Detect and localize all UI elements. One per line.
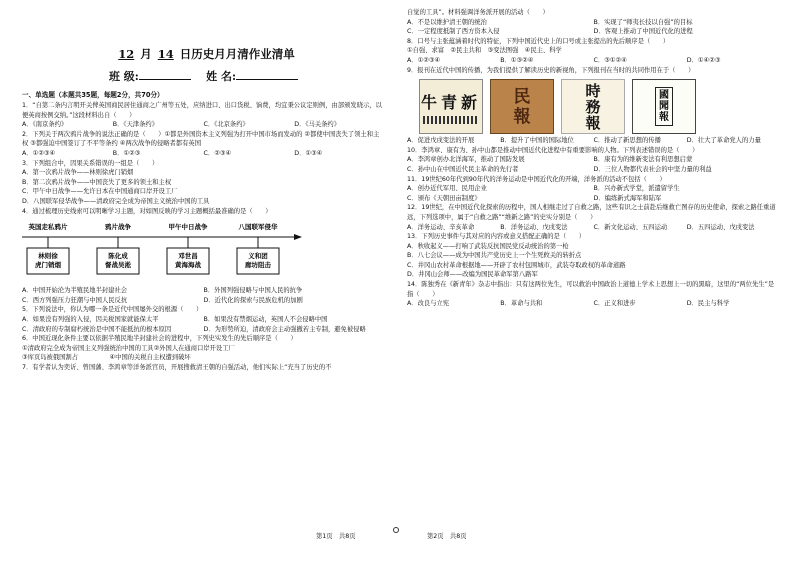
question-text: 2．下列关于两次鸦片战争的说法正确的是（ ）①都是外国资本主义列强为打开中国市场而发动的 ②都使中国丧失了领土和主权 ③都强迫中国签订了不平等条约 ④两次战争的侵略者都有英国 bbox=[22, 130, 380, 148]
option-row bbox=[407, 56, 780, 66]
answer-option[interactable]: B．①②③ bbox=[112, 149, 141, 157]
newspaper-image-3 bbox=[561, 79, 625, 134]
question-text: 8．口号与主张蕴涵着时代的特征，下列中国近代史上的口号或主张提出的先后顺序是（ ） bbox=[407, 37, 670, 45]
answer-option[interactable]: A．第一次鸦片战争——林则徐虎门销烟 bbox=[22, 169, 134, 177]
timeline-box-label: 陈化成 bbox=[108, 252, 128, 261]
answer-option[interactable]: C．正义和进步 bbox=[593, 300, 636, 308]
question-text: 4．通过梳理历史线索可以明晰学习主题，对如图反映的学习主题概括最准确的是（ ） bbox=[22, 207, 272, 215]
answer-option[interactable]: B．①③②④ bbox=[500, 56, 534, 64]
option-row bbox=[407, 46, 780, 56]
timeline-event-label: 鸦片战争 bbox=[105, 223, 131, 232]
answer-option[interactable]: D．《马关条约》 bbox=[294, 121, 341, 129]
timeline-box-label: 黄海海战 bbox=[175, 261, 201, 270]
answer-option[interactable]: D．①④②③ bbox=[686, 56, 721, 64]
timeline-event-label: 甲午中日战争 bbox=[168, 223, 208, 232]
answer-option[interactable]: D．八国联军侵华战争——清政府完全成为帝国主义统治中国的工具 bbox=[22, 197, 210, 205]
question-text: 13．下列历史事件与其对应的内容或意义搭配正确的是（ ） bbox=[407, 233, 586, 241]
newspaper-masthead-char: 報 bbox=[659, 112, 669, 124]
binding-dot-icon bbox=[393, 527, 399, 533]
answer-option[interactable]: C．②③④ bbox=[203, 149, 232, 157]
answer-option[interactable]: D．五四运动、戊戌变法 bbox=[686, 223, 755, 231]
answer-option[interactable]: A．①②③④ bbox=[22, 149, 56, 157]
question-text: 9．报刊在近代中国的传播，为我们提供了解读历史的新视角，下列报刊在当时的共同作用在于（ ） bbox=[407, 66, 695, 74]
class-blank[interactable] bbox=[139, 70, 191, 80]
timeline-svg bbox=[22, 218, 322, 284]
answer-option[interactable]: A．创办近代军用、民用企业 bbox=[407, 185, 487, 193]
answer-option[interactable]: A．《南京条约》 bbox=[22, 121, 68, 129]
newspaper-pattern bbox=[423, 116, 479, 124]
title-month: 12 bbox=[118, 47, 135, 61]
answer-option[interactable]: D．民主与科学 bbox=[686, 300, 730, 308]
answer-option[interactable]: C．一定程度抵制了西方资本入侵 bbox=[407, 28, 500, 36]
title-day: 14 bbox=[157, 47, 174, 61]
answer-option[interactable]: A．中国开始沦为半殖民地半封建社会 bbox=[22, 287, 128, 295]
answer-option[interactable]: C．颁布《天朝田亩制度》 bbox=[407, 194, 481, 202]
arrow-head-icon bbox=[294, 234, 302, 240]
footer-right: 第2页 共8页 bbox=[427, 533, 467, 540]
page-title bbox=[22, 46, 385, 62]
question-text: 7．有学者认为奕䜣、曾国藩、李鸿章等洋务派官员，开展搜救清王朝的自强活动，他们实际上“充当了历史的不 bbox=[22, 363, 332, 371]
option-row bbox=[22, 286, 385, 305]
answer-option[interactable]: D．编练新式海军和陆军 bbox=[593, 194, 662, 202]
option-row bbox=[407, 155, 780, 174]
answer-option[interactable]: D．井冈山会师——改编为国民革命军第八路军 bbox=[407, 271, 538, 279]
answer-option[interactable]: ①清政府完全成为帝国主义列强统治中国的工具②外国人在通商口岸开设工厂 bbox=[22, 344, 235, 352]
question-text: 14．陈独秀在《新青年》杂志中指出：只有这两位先生，可以救治中国政治上道德上学术上思想上一切的黑暗，这里的“两位先生”是指（ ） bbox=[407, 281, 775, 298]
answer-option[interactable]: A．如果没有列强的入侵，因关税国家就能保太平 bbox=[22, 315, 159, 323]
answer-option[interactable]: C．新文化运动、五四运动 bbox=[593, 223, 668, 231]
class-label: 班 级: bbox=[108, 70, 139, 83]
answer-option[interactable]: C．西方列强压力狂潮与中国人民反抗 bbox=[22, 296, 128, 304]
answer-option[interactable]: B．革命与共和 bbox=[500, 300, 543, 308]
answer-option[interactable]: A．不是以维护清王朝的统治 bbox=[407, 18, 487, 26]
newspaper-image-4 bbox=[632, 79, 696, 134]
answer-option[interactable]: B．康有为的维新变法有利思想启蒙 bbox=[593, 156, 693, 164]
newspaper-image-2 bbox=[490, 79, 554, 134]
answer-option[interactable]: C．孙中山在中国近代民主革命的先行者 bbox=[407, 165, 519, 173]
name-label: 姓 名: bbox=[206, 70, 237, 83]
answer-option[interactable]: ③库页岛被俄国割占 ④中国的关税自主权遭到破坏 bbox=[22, 354, 191, 362]
newspaper-image-1 bbox=[419, 79, 483, 134]
section-heading: 一、单选题（本题共35题，每题2分，共70分） bbox=[22, 91, 164, 99]
answer-option[interactable]: B．提升了中国的国际地位 bbox=[500, 137, 574, 145]
answer-option[interactable]: B．《天津条约》 bbox=[112, 121, 158, 129]
answer-option[interactable]: B．兴办新式学堂，派遣留学生 bbox=[593, 185, 680, 193]
answer-option[interactable]: B．洋务运动、戊戌变法 bbox=[500, 223, 568, 231]
answer-option[interactable]: A．李鸿章创办北洋海军，推动了国防发展 bbox=[407, 156, 525, 164]
question-text: 6．中国近现化条件主要以依据半殖民地半封建社会的进程中，下列史实发生的先后顺序是（ ） bbox=[22, 335, 297, 343]
answer-option[interactable]: C．③①②④ bbox=[593, 56, 627, 64]
left-questions bbox=[22, 101, 385, 372]
option-row bbox=[22, 168, 385, 206]
option-row bbox=[22, 149, 385, 159]
timeline-box-label: 义和团 bbox=[248, 252, 268, 261]
question-text: 自觉的工具”。材料强调洋务派开展的活动（ ） bbox=[407, 9, 549, 16]
answer-option[interactable]: A．①②③④ bbox=[407, 56, 441, 64]
answer-option[interactable]: B．第二次鸦片战争——中国丧失了更多的领土和主权 bbox=[22, 178, 172, 186]
answer-option[interactable]: B．外国列强侵略与中国人民的抗争 bbox=[203, 287, 303, 295]
newspaper-masthead-char: 報 bbox=[585, 113, 601, 132]
timeline-box-label: 督战吴淞 bbox=[105, 261, 131, 270]
answer-option[interactable]: A．改良与立宪 bbox=[407, 300, 450, 308]
timeline-diagram bbox=[22, 218, 385, 284]
footer-left: 第1页 共8页 bbox=[316, 533, 356, 540]
question-text: 5．下列说法中，你认为哪一条是近代中国屡外交的根源（ ） bbox=[22, 306, 203, 314]
newspaper-masthead-char: 時 bbox=[585, 81, 601, 100]
answer-option[interactable]: D．三位人物都代表社会的中坚力量的利益 bbox=[593, 165, 712, 173]
option-row bbox=[22, 315, 385, 334]
question-text: 12．19世纪，在中国近代化探索的历程中，国人相继走过了自救之路，这些有识之士前赴后继救亡图存的历史使命，探索之路任重道远，下列选项中，属于“自救之路”“维新之路”的史实分别是（ ） bbox=[407, 204, 776, 221]
answer-option[interactable]: B．如果没有禁烟运动，英国人不会侵略中国 bbox=[203, 315, 328, 323]
answer-option[interactable]: D．为形势所迫，清政府会主动强撤若主专制，避免被侵略 bbox=[203, 325, 366, 333]
right-questions bbox=[407, 8, 780, 309]
answer-option[interactable]: A．秋收起义——打响了武装反抗国民党反动统治的第一枪 bbox=[407, 242, 569, 250]
answer-option[interactable]: A．洋务运动、辛亥革命 bbox=[407, 223, 475, 231]
option-row bbox=[407, 299, 780, 309]
option-row bbox=[407, 18, 780, 37]
answer-option[interactable]: ①自强、求富 ②民主共和 ③变法图强 ④民主、科学 bbox=[407, 47, 562, 55]
answer-option[interactable]: C．甲午中日战争——允许日本在中国通商口岸开设工厂 bbox=[22, 188, 178, 196]
answer-option[interactable]: D．近代化的探索与民族危机的加剧 bbox=[203, 296, 303, 304]
question-text: 10．李鸿章、康有为、孙中山都是推动中国近代化进程中有重要影响的人物。下列表述错误的是（ ） bbox=[407, 146, 699, 154]
answer-option[interactable]: D．①③④ bbox=[294, 149, 323, 157]
page-right bbox=[397, 0, 794, 561]
option-row bbox=[407, 223, 780, 233]
option-row bbox=[407, 242, 780, 280]
answer-option[interactable]: C．井冈山农村革命根据地——开辟了农村包围城市，武装夺取政权的革命道路 bbox=[407, 261, 626, 269]
option-row bbox=[407, 136, 780, 146]
newspaper-masthead-char: 聞 bbox=[659, 101, 669, 113]
newspaper-masthead: 牛青新 bbox=[420, 92, 481, 112]
answer-option[interactable]: C．清政府的专制腐朽统治是中国不能抵抗的根本原因 bbox=[22, 325, 172, 333]
option-row bbox=[22, 344, 385, 363]
timeline-box-label: 虎门销烟 bbox=[35, 261, 61, 270]
answer-option[interactable]: B．实现了“师夷长技以自强”的目标 bbox=[593, 18, 693, 26]
question-text: 3．下列组合中，因果关系错误的一组是（ ） bbox=[22, 159, 159, 167]
student-info bbox=[22, 68, 385, 84]
option-row bbox=[407, 184, 780, 203]
answer-option[interactable]: D．壮大了革命党人的力量 bbox=[686, 137, 761, 145]
answer-option[interactable]: D．客观上推动了中国近代化的进程 bbox=[593, 28, 693, 36]
timeline-box-label: 林则徐 bbox=[38, 252, 58, 261]
answer-option[interactable]: C．《北京条约》 bbox=[203, 121, 249, 129]
timeline-event-label: 八国联军侵华 bbox=[238, 223, 278, 232]
title-rest: 日历史月月清作业清单 bbox=[179, 47, 295, 61]
answer-option[interactable]: B．八七会议——成为中国共产党历史上一个生死攸关的转折点 bbox=[407, 252, 582, 260]
option-row bbox=[22, 120, 385, 130]
newspaper-masthead-char: 國 bbox=[659, 90, 669, 102]
timeline-box-label: 廊坊阻击 bbox=[245, 261, 271, 270]
newspaper-masthead-char: 報 bbox=[513, 106, 531, 127]
question-text: 1．“自第二条内言明开关俾英国商民居住通商之广州等五处，应纳进口、出口货税、饷费，均宜秉公议定则例，由部颁发晓示，以便英商按例交纳。”这段材料出自（ ） bbox=[22, 102, 382, 119]
name-blank[interactable] bbox=[236, 70, 298, 80]
answer-option[interactable]: A．促进戊戌变法的开展 bbox=[407, 137, 475, 145]
question-text: 11．19世纪60年代到90年代的洋务运动是中国近代化的开端，洋务派的活动不包括（ ） bbox=[407, 175, 666, 183]
newspaper-masthead-char: 民 bbox=[513, 86, 531, 107]
newspaper-images bbox=[419, 79, 780, 134]
answer-option[interactable]: C．推动了新思想的传播 bbox=[593, 137, 661, 145]
newspaper-masthead-char: 務 bbox=[585, 97, 601, 116]
newspaper-masthead-box bbox=[655, 87, 673, 126]
title-month-label: 月 bbox=[140, 47, 152, 61]
timeline-event-label: 英国走私鸦片 bbox=[28, 223, 68, 232]
timeline-box-label: 邓世昌 bbox=[178, 252, 198, 261]
